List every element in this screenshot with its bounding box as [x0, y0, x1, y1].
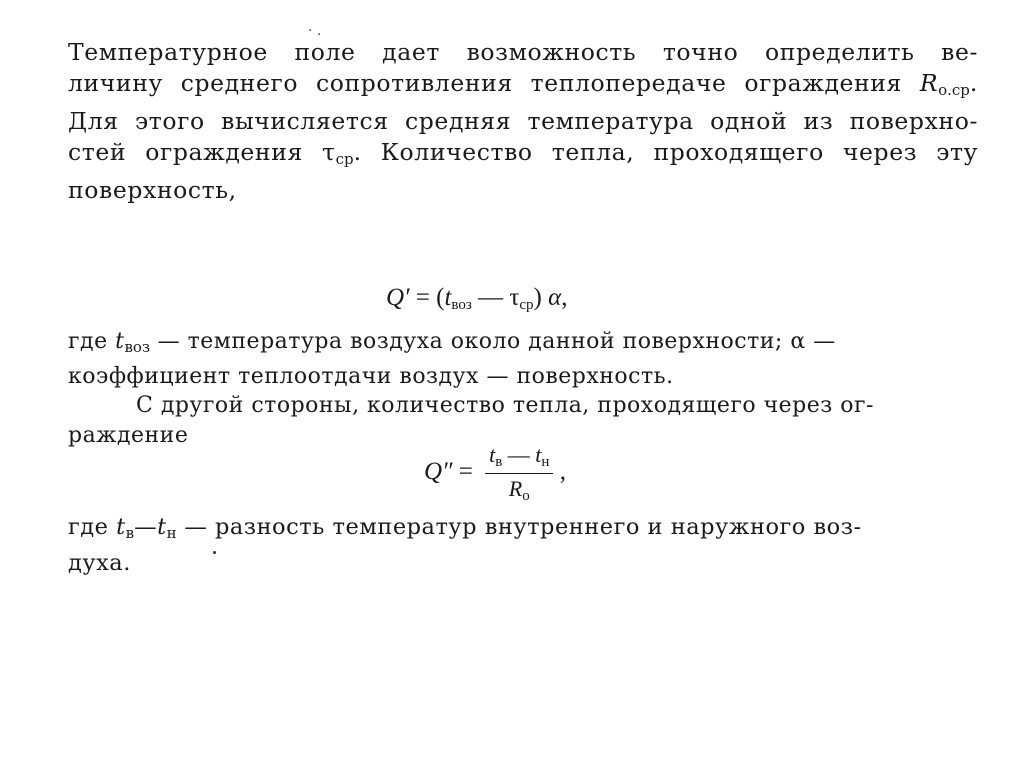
paragraph2-line1: где $t_{воз}$ — температура воздуха около данной поверхности; α — — [68, 329, 836, 356]
fraction-denominator: $R_о$ — [508, 476, 530, 504]
scan-dot-artifact — [213, 551, 216, 554]
paragraph1-line2: личину среднего сопротивления теплопередаче ограждения $R_{о.ср}$. — [68, 69, 978, 99]
paragraph2-line2: коэффициент теплоотдачи воздух — поверхность. — [68, 364, 674, 389]
paragraph1-line1: Температурное поле дает возможность точно определить ве- — [68, 38, 978, 66]
formula-q-double-prime: Q″ = $\frac{t_в — t_н}{R_о}$ , — [424, 442, 566, 504]
paragraph3-line1: С другой стороны, количество тепла, проходящего через ог- — [136, 393, 874, 418]
paragraph-temperature-field — [68, 37, 978, 206]
paragraph4-line1: где $t_в—t_н$ — разность температур внутреннего и наружного воз- — [68, 514, 862, 542]
fraction — [485, 442, 553, 505]
fraction-numerator: $t_в$ — $t_н$ — [485, 442, 553, 474]
paragraph1-line5: поверхность, — [68, 176, 237, 204]
paragraph4-line2: духа. — [68, 550, 131, 576]
paragraph3-line2: раждение — [68, 423, 189, 448]
paragraph-temperature-difference — [68, 512, 968, 578]
formula-q-prime: $Q' = (t_{воз}$ — $\tau_{ср}$) α, — [386, 284, 568, 313]
paragraph-where-t-air — [68, 327, 968, 392]
scan-artifact-mark: · . — [308, 23, 322, 39]
paragraph1-line3: Для этого вычисляется средняя температура одной из поверхно- — [68, 107, 978, 135]
paragraph1-line4: стей ограждения $\tau_{ср}$. Количество тепла, проходящего через эту — [68, 138, 978, 168]
